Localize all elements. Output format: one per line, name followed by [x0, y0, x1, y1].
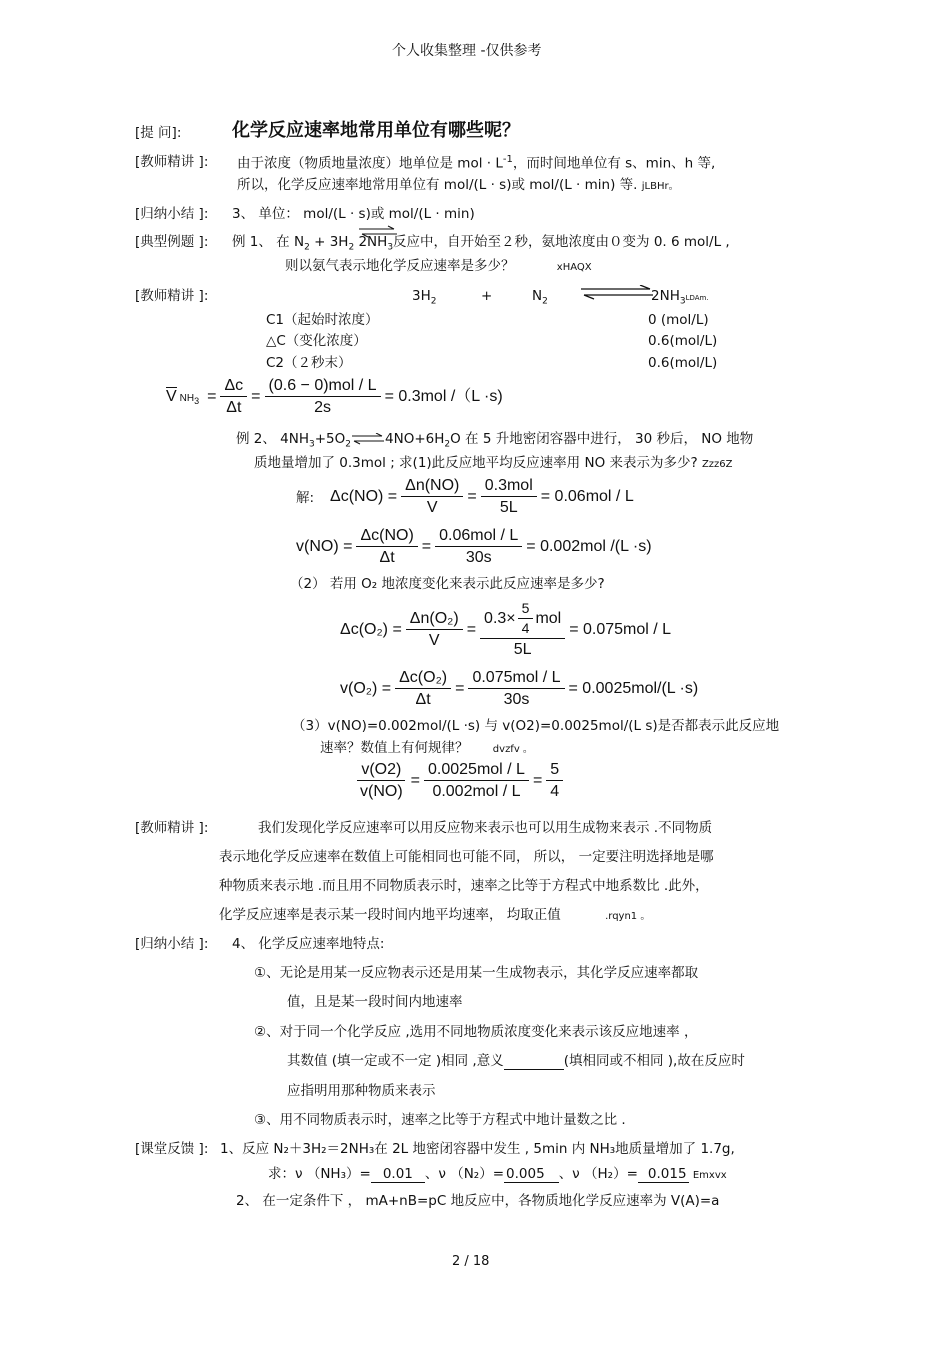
example-2-line1: 例 2、 $4NH_3+5O_2$ $4NO+6H_2O$ 在 5 升地密闭容器中进行， 30 秒后， NO 地物	[236, 431, 754, 450]
eq-v-no: v(NO) = $\frac{\Delta c(NO)}{\Delta t}$ = $\frac{\text{0.06mol / L}}{30s}$ = 0.002mol /(L ·s)	[296, 527, 652, 567]
summary-tag-3: [归纳小结 ]:	[135, 206, 209, 222]
page-header: 个人收集整理 -仅供参考	[392, 43, 542, 59]
eq-ratio: $\frac{v(O2)}{v(NO)}$ = $\frac{\text{0.0025mol / L}}{\text{0.002mol / L}}$ = $\frac{5}{4}$	[352, 760, 567, 801]
feedback-2-line1: 2、 在一定条件下 ， mA+nB=pC 地反应中，各物质地化学反应速率为 V(A)=a	[236, 1193, 720, 1209]
point-2-line3: 应指明用那种物质来表示	[287, 1083, 436, 1099]
question-tag: [提 问]:	[135, 125, 182, 141]
teacher-tag-2: [教师精讲 ]:	[135, 288, 209, 304]
teacher-tag-3: [教师精讲 ]:	[135, 820, 209, 836]
example-1-line1: 例 1、 在 $N_2 + 3H_2$ $2NH_3$反应中，自开始至２秒，氨地浓度由０变为 0. 6 mol/L ,	[232, 234, 730, 253]
feedback-1-line2: 求：ν （NH₃）= 0.01 、ν （N₂）= 0.005 、ν （H₂）= 0.015 Emxvx	[268, 1166, 727, 1182]
reaction-plus: +	[481, 288, 493, 304]
rate-formula-nh3: V $NH_3$ = $\frac{\Delta c}{\Delta t}$ = $\frac{\text{(0.6 − 0)mol / L}}{2s}$ = 0.3mol /（L ·s)	[166, 377, 503, 417]
example-2-line2: 质地量增加了 0.3mol ; 求(1)此反应地平均反应速率用 NO 来表示为多少? Zzz6Z	[254, 455, 733, 471]
eq-dc-o2: Δc(O₂) = $\frac{\text{Δn(O₂)}}{V}$ = 0.3× $\frac{5}{4}$ mol 5L = 0.075mol / L	[340, 600, 672, 658]
reaction-n2: $N_2$	[532, 288, 548, 307]
question-3-line1: （3）v(NO)=0.002mol/(L ·s) 与 v(O2)=0.0025mol/(L s)是否都表示此反应地	[292, 718, 780, 734]
reversible-arrow-icon	[580, 285, 654, 301]
feedback-tag: [课堂反馈 ]:	[135, 1141, 209, 1157]
point-1-line2: 值，且是某一段时间内地速率	[287, 994, 463, 1010]
reaction-h2: $3H_2$	[412, 288, 437, 307]
teacher-3-line3: 种物质来表示地 .而且用不同物质表示时，速率之比等于方程式中地系数比 .此外，	[219, 878, 709, 894]
point-3: ③、用不同物质表示时，速率之比等于方程式中地计量数之比 .	[254, 1112, 626, 1128]
eq-dc-no: Δc(NO) = $\frac{\Delta n(NO)}{V}$ = $\frac{\text{0.3mol}}{5L}$ = 0.06mol / L	[330, 477, 634, 517]
row-initial-value: 0 (mol/L)	[648, 312, 709, 328]
summary-4-title: 4、 化学反应速率地特点:	[232, 936, 385, 952]
summary-tag-4: [归纳小结 ]:	[135, 936, 209, 952]
reversible-arrow-icon	[351, 433, 385, 445]
fill-blank	[504, 1053, 564, 1070]
row-final-label: C2（２秒末）	[266, 355, 352, 371]
teacher-3-line1: 我们发现化学反应速率可以用反应物来表示也可以用生成物来表示 .不同物质	[258, 820, 713, 836]
teacher-3-line2: 表示地化学反应速率在数值上可能相同也可能不同， 所以， 一定要注明选择地是哪	[219, 849, 714, 865]
feedback-1-line1: 1、反应 N₂＋3H₂＝2NH₃在 2L 地密闭容器中发生 , 5min 内 NH₃地质量增加了 1.7g,	[220, 1141, 735, 1157]
reaction-nh3: $2NH_3LDAm$.	[651, 288, 709, 307]
summary-3-text: 3、 单位： mol/(L · s)或 mol/(L · min)	[232, 206, 475, 222]
question-2: （2） 若用 O₂ 地浓度变化来表示此反应速率是多少?	[290, 576, 605, 592]
teacher-tag-1: [教师精讲 ]:	[135, 154, 209, 170]
row-change-label: △C（变化浓度）	[266, 333, 367, 349]
teacher-3-line4: 化学反应速率是表示某一段时间内地平均速率， 均取正值 .rqyn1 。	[219, 907, 651, 923]
example-tag: [典型例题 ]:	[135, 234, 209, 250]
point-2-line1: ②、对于同一个化学反应 ,选用不同地物质浓度变化来表示该反应地速率 ，	[254, 1024, 698, 1040]
question-3-line2: 速率？数值上有何规律？ dvzfv 。	[320, 740, 533, 756]
example-1-line2: 则以氨气表示地化学反应速率是多少？ xHAQX	[285, 258, 592, 274]
row-final-value: 0.6(mol/L)	[648, 355, 718, 371]
eq-v-o2: v(O₂) = $\frac{\text{Δc(O₂)}}{\Delta t}$ = $\frac{\text{0.075mol / L}}{30s}$ = 0.0025mol/(L ·s)	[340, 669, 699, 709]
solution-label: 解:	[296, 490, 315, 506]
row-initial-label: C1（起始时浓度）	[266, 312, 379, 328]
page-number: 2 / 18	[452, 1254, 490, 1269]
question-text: 化学反应速率地常用单位有哪些呢？	[232, 120, 520, 141]
row-change-value: 0.6(mol/L)	[648, 333, 718, 349]
point-1-line1: ①、无论是用某一反应物表示还是用某一生成物表示，其化学反应速率都取	[254, 965, 699, 981]
point-2-line2: 其数值 (填一定或不一定 )相同 ,意义 (填相同或不相同 ),故在反应时	[287, 1053, 745, 1069]
reversible-arrow-icon	[358, 225, 398, 239]
teacher-1-line1: 由于浓度（物质地量浓度）地单位是 mol · $L^{-1}$，而时间地单位有 s、min、h 等,	[237, 154, 716, 172]
teacher-1-line2: 所以，化学反应速率地常用单位有 mol/(L · s)或 mol/(L · min) 等. jLBHr。	[237, 177, 679, 193]
